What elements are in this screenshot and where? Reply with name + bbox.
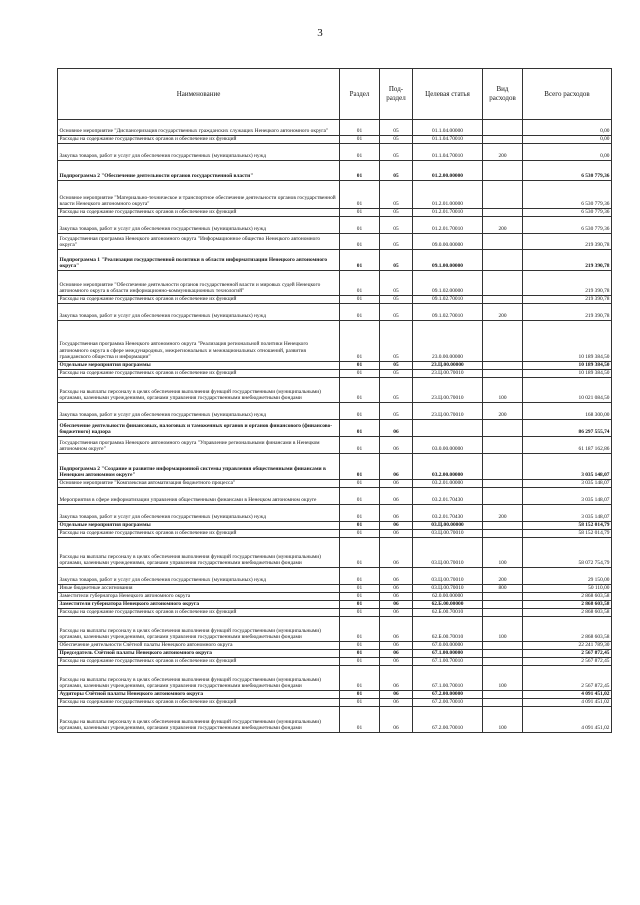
cell-expense-type — [483, 658, 523, 666]
cell-target-article: 23.Ц.00.70010 — [413, 378, 483, 403]
cell-expense-type: 200 — [483, 505, 523, 522]
cell-target-article: 09.0.00.00000 — [413, 234, 483, 250]
table-row — [58, 420, 612, 437]
cell-expense-type — [483, 593, 523, 601]
cell-total: 219 390,78 — [523, 304, 612, 321]
cell-target-article: 01.2.00.00000 — [413, 161, 483, 181]
cell-section: 01 — [340, 420, 380, 437]
table-row — [58, 437, 612, 454]
cell-total: 58 152 014,79 — [523, 522, 612, 530]
cell-section: 01 — [340, 699, 380, 707]
cell-target-article: 09.1.00.00000 — [413, 250, 483, 271]
cell-expense-type — [483, 136, 523, 144]
cell-total: 6 530 779,36 — [523, 181, 612, 209]
cell-target-article: 01.1.04.00000 — [413, 120, 483, 136]
cell-subsection: 06 — [380, 699, 413, 707]
cell-subsection: 05 — [380, 250, 413, 271]
cell-target-article: 09.1.02.70010 — [413, 296, 483, 304]
cell-subsection: 06 — [380, 658, 413, 666]
cell-total: 6 530 779,36 — [523, 217, 612, 234]
table-row — [58, 234, 612, 250]
cell-total: 219 390,78 — [523, 296, 612, 304]
cell-target-article: 62.Б.00.70010 — [413, 609, 483, 617]
cell-name: Обеспечение деятельности финансовых, налоговых и таможенных органов и органов финансового (финансово-бюджетного) надзора — [58, 420, 340, 437]
cell-target-article: 01.2.01.70010 — [413, 217, 483, 234]
cell-section: 01 — [340, 538, 380, 568]
cell-name: Заместители губернатора Ненецкого автономного округа — [58, 593, 340, 601]
cell-subsection: 05 — [380, 296, 413, 304]
cell-section: 01 — [340, 601, 380, 609]
cell-name: Обеспечение деятельности Счётной палаты Ненецкого автономного округа — [58, 642, 340, 650]
table-row — [58, 209, 612, 217]
cell-target-article: 09.1.02.00000 — [413, 271, 483, 296]
cell-total: 6 530 779,36 — [523, 209, 612, 217]
cell-name: Расходы на содержание государственных органов и обеспечение их функций — [58, 209, 340, 217]
cell-expense-type: 100 — [483, 378, 523, 403]
cell-name: Государственная программа Ненецкого автономного округа "Информационное общество Ненецкого автономного округа" — [58, 234, 340, 250]
cell-total: 2 868 603,58 — [523, 593, 612, 601]
cell-target-article: 03.Ц.00.70010 — [413, 530, 483, 538]
budget-table — [57, 68, 612, 733]
cell-total: 10 021 084,50 — [523, 378, 612, 403]
cell-name: Закупка товаров, работ и услуг для обеспечения государственных (муниципальных) нужд — [58, 568, 340, 585]
cell-expense-type: 200 — [483, 144, 523, 161]
cell-name: Расходы на выплаты персоналу в целях обеспечения выполнения функций государственными (муниципальными) органами, казенными учреждениями, органами управления государственными внебюджетными фондами — [58, 538, 340, 568]
cell-section: 01 — [340, 609, 380, 617]
cell-target-article: 03.Ц.00.70010 — [413, 568, 483, 585]
cell-section: 01 — [340, 161, 380, 181]
cell-target-article: 03.2.01.00000 — [413, 480, 483, 488]
cell-subsection: 06 — [380, 666, 413, 691]
cell-section: 01 — [340, 666, 380, 691]
cell-target-article: 67.1.00.00000 — [413, 650, 483, 658]
table-row — [58, 144, 612, 161]
cell-target-article: 03.Ц.00.70010 — [413, 585, 483, 593]
cell-expense-type — [483, 488, 523, 505]
cell-subsection: 05 — [380, 217, 413, 234]
cell-name: Председатель Счётной палаты Ненецкого автономного округа — [58, 650, 340, 658]
cell-section: 01 — [340, 642, 380, 650]
cell-expense-type — [483, 271, 523, 296]
table-row — [58, 296, 612, 304]
cell-subsection: 05 — [380, 378, 413, 403]
cell-subsection: 06 — [380, 617, 413, 642]
cell-section: 01 — [340, 530, 380, 538]
cell-expense-type — [483, 601, 523, 609]
cell-name: Подпрограмма 2 "Обеспечение деятельности органов государственной власти" — [58, 161, 340, 181]
cell-name: Основное мероприятие "Диспансеризация государственных гражданских служащих Ненецкого автономного округа" — [58, 120, 340, 136]
cell-total: 3 035 148,07 — [523, 505, 612, 522]
cell-expense-type — [483, 437, 523, 454]
table-row — [58, 585, 612, 593]
cell-target-article: 01.2.01.70010 — [413, 209, 483, 217]
table-row — [58, 593, 612, 601]
cell-total: 0,00 — [523, 136, 612, 144]
cell-subsection: 06 — [380, 454, 413, 480]
cell-name: Основное мероприятие "Материально-техническое и транспортное обеспечение деятельности органов государственной власти Ненецкого автономного округа" — [58, 181, 340, 209]
cell-section: 01 — [340, 120, 380, 136]
cell-section: 01 — [340, 691, 380, 699]
table-row — [58, 454, 612, 480]
cell-total: 2 868 603,58 — [523, 601, 612, 609]
cell-subsection: 06 — [380, 530, 413, 538]
table-row — [58, 530, 612, 538]
table-row — [58, 161, 612, 181]
cell-subsection: 05 — [380, 234, 413, 250]
cell-subsection: 05 — [380, 181, 413, 209]
cell-subsection: 06 — [380, 505, 413, 522]
cell-name: Расходы на содержание государственных органов и обеспечение их функций — [58, 296, 340, 304]
cell-section: 01 — [340, 454, 380, 480]
cell-total: 2 567 872,45 — [523, 658, 612, 666]
cell-expense-type — [483, 234, 523, 250]
cell-expense-type: 200 — [483, 568, 523, 585]
column-header-section: Раздел — [340, 69, 380, 120]
cell-subsection: 06 — [380, 538, 413, 568]
cell-target-article: 09.1.02.70010 — [413, 304, 483, 321]
cell-name: Отдельные мероприятия программы — [58, 362, 340, 370]
cell-section: 01 — [340, 593, 380, 601]
table-row — [58, 378, 612, 403]
cell-section: 01 — [340, 707, 380, 733]
cell-expense-type — [483, 120, 523, 136]
cell-subsection: 06 — [380, 609, 413, 617]
cell-target-article: 67.2.00.70010 — [413, 707, 483, 733]
cell-expense-type: 100 — [483, 617, 523, 642]
cell-section: 01 — [340, 234, 380, 250]
table-row — [58, 217, 612, 234]
cell-expense-type — [483, 161, 523, 181]
cell-name: Основное мероприятие "Комплексная автоматизация бюджетного процесса" — [58, 480, 340, 488]
column-header-total: Всего расходов — [523, 69, 612, 120]
cell-section: 01 — [340, 403, 380, 420]
cell-target-article: 01.1.04.70010 — [413, 144, 483, 161]
cell-total: 2 868 603,58 — [523, 617, 612, 642]
cell-target-article: 03.0.00.00000 — [413, 437, 483, 454]
cell-section: 01 — [340, 522, 380, 530]
table-header-row — [58, 69, 612, 120]
cell-expense-type — [483, 181, 523, 209]
cell-target-article — [413, 420, 483, 437]
cell-name: Расходы на содержание государственных органов и обеспечение их функций — [58, 136, 340, 144]
table-row — [58, 480, 612, 488]
table-row — [58, 488, 612, 505]
column-header-subsection: Под- раздел — [380, 69, 413, 120]
cell-expense-type: 100 — [483, 707, 523, 733]
cell-subsection: 05 — [380, 403, 413, 420]
cell-section: 01 — [340, 209, 380, 217]
cell-name: Государственная программа Ненецкого автономного округа "Реализация региональной политики Ненецкого автономного округа в сфере международных, межрегиональных и межнациональных отношений, развития гражданского общества и информации" — [58, 321, 340, 362]
cell-section: 01 — [340, 304, 380, 321]
cell-subsection: 06 — [380, 420, 413, 437]
cell-subsection: 05 — [380, 120, 413, 136]
cell-subsection: 06 — [380, 650, 413, 658]
cell-section: 01 — [340, 658, 380, 666]
cell-expense-type — [483, 296, 523, 304]
cell-subsection: 05 — [380, 321, 413, 362]
cell-total: 2 868 603,58 — [523, 609, 612, 617]
table-row — [58, 691, 612, 699]
cell-expense-type — [483, 250, 523, 271]
cell-total: 3 035 148,07 — [523, 488, 612, 505]
cell-target-article: 67.2.00.70010 — [413, 699, 483, 707]
cell-expense-type — [483, 480, 523, 488]
cell-total: 3 035 148,07 — [523, 480, 612, 488]
cell-subsection: 06 — [380, 488, 413, 505]
cell-total: 58 152 014,79 — [523, 530, 612, 538]
cell-target-article: 03.Ц.00.70010 — [413, 538, 483, 568]
cell-name: Отдельные мероприятия программы — [58, 522, 340, 530]
table-row — [58, 522, 612, 530]
cell-name: Расходы на выплаты персоналу в целях обеспечения выполнения функций государственными (муниципальными) органами, казенными учреждениями, органами управления государственными внебюджетными фондами — [58, 617, 340, 642]
table-row — [58, 271, 612, 296]
cell-subsection: 06 — [380, 522, 413, 530]
table-row — [58, 505, 612, 522]
cell-name: Иные бюджетные ассигнования — [58, 585, 340, 593]
cell-name: Государственная программа Ненецкого автономного округа "Управление региональными финансами в Ненецком автономном округе" — [58, 437, 340, 454]
table-row — [58, 666, 612, 691]
table-row — [58, 304, 612, 321]
cell-section: 01 — [340, 370, 380, 378]
cell-expense-type — [483, 691, 523, 699]
cell-expense-type — [483, 209, 523, 217]
cell-section: 01 — [340, 480, 380, 488]
cell-target-article: 23.Ц.00.70010 — [413, 403, 483, 420]
cell-subsection: 06 — [380, 593, 413, 601]
cell-target-article: 62.Б.00.00000 — [413, 601, 483, 609]
cell-total: 219 390,78 — [523, 271, 612, 296]
cell-target-article: 62.0.00.00000 — [413, 593, 483, 601]
cell-subsection: 06 — [380, 568, 413, 585]
column-header-name: Наименование — [58, 69, 340, 120]
cell-expense-type — [483, 454, 523, 480]
table-row — [58, 650, 612, 658]
cell-total: 58 072 754,79 — [523, 538, 612, 568]
cell-name: Расходы на содержание государственных органов и обеспечение их функций — [58, 658, 340, 666]
cell-total: 6 530 779,36 — [523, 161, 612, 181]
cell-total: 3 035 148,07 — [523, 454, 612, 480]
page-number: 3 — [317, 27, 323, 39]
cell-section: 01 — [340, 181, 380, 209]
cell-expense-type: 200 — [483, 403, 523, 420]
cell-section: 01 — [340, 362, 380, 370]
cell-expense-type — [483, 370, 523, 378]
cell-target-article: 23.Ц.00.00000 — [413, 362, 483, 370]
cell-name: Аудиторы Счётной палаты Ненецкого автономного округа — [58, 691, 340, 699]
cell-target-article: 03.2.00.00000 — [413, 454, 483, 480]
cell-name: Закупка товаров, работ и услуг для обеспечения государственных (муниципальных) нужд — [58, 144, 340, 161]
cell-target-article: 03.2.01.70430 — [413, 488, 483, 505]
table-row — [58, 250, 612, 271]
cell-section: 01 — [340, 617, 380, 642]
cell-subsection: 05 — [380, 370, 413, 378]
cell-total: 86 297 555,74 — [523, 420, 612, 437]
cell-name: Подпрограмма 2 "Создание и развитие информационной системы управления общественными финансами в Ненецком автономном округе" — [58, 454, 340, 480]
cell-total: 4 091 451,02 — [523, 691, 612, 699]
cell-subsection: 06 — [380, 707, 413, 733]
cell-subsection: 05 — [380, 304, 413, 321]
cell-section: 01 — [340, 437, 380, 454]
column-header-target-article: Целевая статья — [413, 69, 483, 120]
table-row — [58, 707, 612, 733]
table-row — [58, 403, 612, 420]
cell-subsection: 06 — [380, 437, 413, 454]
cell-section: 01 — [340, 505, 380, 522]
cell-expense-type — [483, 650, 523, 658]
cell-section: 01 — [340, 217, 380, 234]
cell-subsection: 05 — [380, 144, 413, 161]
cell-section: 01 — [340, 585, 380, 593]
cell-total: 2 567 872,45 — [523, 666, 612, 691]
table-row — [58, 538, 612, 568]
cell-target-article: 67.1.00.70010 — [413, 666, 483, 691]
cell-name: Расходы на содержание государственных органов и обеспечение их функций — [58, 370, 340, 378]
cell-subsection: 06 — [380, 601, 413, 609]
cell-expense-type: 200 — [483, 304, 523, 321]
cell-total: 22 241 789,30 — [523, 642, 612, 650]
cell-section: 01 — [340, 144, 380, 161]
cell-target-article: 62.Б.00.70010 — [413, 617, 483, 642]
cell-name: Закупка товаров, работ и услуг для обеспечения государственных (муниципальных) нужд — [58, 304, 340, 321]
cell-expense-type — [483, 699, 523, 707]
cell-target-article: 03.2.01.70430 — [413, 505, 483, 522]
cell-name: Закупка товаров, работ и услуг для обеспечения государственных (муниципальных) нужд — [58, 217, 340, 234]
cell-name: Расходы на содержание государственных органов и обеспечение их функций — [58, 609, 340, 617]
cell-expense-type: 100 — [483, 538, 523, 568]
table-row — [58, 601, 612, 609]
cell-expense-type — [483, 522, 523, 530]
cell-expense-type — [483, 321, 523, 362]
cell-name: Расходы на выплаты персоналу в целях обеспечения выполнения функций государственными (муниципальными) органами, казенными учреждениями, органами управления государственными внебюджетными фондами — [58, 666, 340, 691]
cell-subsection: 05 — [380, 136, 413, 144]
cell-target-article: 03.Ц.00.00000 — [413, 522, 483, 530]
cell-section: 01 — [340, 136, 380, 144]
cell-expense-type: 100 — [483, 666, 523, 691]
cell-subsection: 06 — [380, 585, 413, 593]
cell-expense-type — [483, 530, 523, 538]
cell-target-article: 23.Ц.00.70010 — [413, 370, 483, 378]
cell-total: 29 150,00 — [523, 568, 612, 585]
cell-total: 50 110,00 — [523, 585, 612, 593]
cell-target-article: 67.0.00.00000 — [413, 642, 483, 650]
cell-name: Расходы на содержание государственных органов и обеспечение их функций — [58, 699, 340, 707]
cell-total: 2 567 872,45 — [523, 650, 612, 658]
cell-target-article: 01.1.04.70010 — [413, 136, 483, 144]
table-row — [58, 120, 612, 136]
table-row — [58, 370, 612, 378]
cell-expense-type — [483, 609, 523, 617]
cell-total: 10 189 384,50 — [523, 370, 612, 378]
cell-name: Закупка товаров, работ и услуг для обеспечения государственных (муниципальных) нужд — [58, 403, 340, 420]
table-row — [58, 609, 612, 617]
table-row — [58, 699, 612, 707]
cell-total: 219 390,78 — [523, 234, 612, 250]
table-row — [58, 642, 612, 650]
cell-target-article: 67.1.00.70010 — [413, 658, 483, 666]
cell-section: 01 — [340, 488, 380, 505]
table-row — [58, 136, 612, 144]
cell-total: 61 187 162,86 — [523, 437, 612, 454]
table-row — [58, 617, 612, 642]
table-row — [58, 658, 612, 666]
cell-total: 10 189 384,50 — [523, 362, 612, 370]
cell-name: Подпрограмма 1 "Реализация государственной политики в области информатизации Ненецкого автономного округа" — [58, 250, 340, 271]
cell-name: Мероприятия в сфере информатизации управления общественными финансами в Ненецком автономном округе — [58, 488, 340, 505]
cell-subsection: 05 — [380, 362, 413, 370]
cell-total: 0,00 — [523, 120, 612, 136]
cell-section: 01 — [340, 321, 380, 362]
cell-name: Расходы на содержание государственных органов и обеспечение их функций — [58, 530, 340, 538]
cell-target-article: 67.2.00.00000 — [413, 691, 483, 699]
cell-expense-type: 800 — [483, 585, 523, 593]
cell-section: 01 — [340, 271, 380, 296]
cell-section: 01 — [340, 568, 380, 585]
column-header-expense-type: Вид расходов — [483, 69, 523, 120]
cell-target-article: 01.2.01.00000 — [413, 181, 483, 209]
cell-target-article: 23.0.00.00000 — [413, 321, 483, 362]
cell-section: 01 — [340, 296, 380, 304]
cell-subsection: 05 — [380, 161, 413, 181]
cell-total: 4 091 451,02 — [523, 707, 612, 733]
cell-total: 0,00 — [523, 144, 612, 161]
table-row — [58, 362, 612, 370]
cell-expense-type — [483, 420, 523, 437]
cell-name: Расходы на выплаты персоналу в целях обеспечения выполнения функций государственными (муниципальными) органами, казенными учреждениями, органами управления государственными внебюджетными фондами — [58, 707, 340, 733]
cell-total: 219 390,78 — [523, 250, 612, 271]
cell-subsection: 05 — [380, 271, 413, 296]
cell-expense-type: 200 — [483, 217, 523, 234]
table-row — [58, 568, 612, 585]
cell-subsection: 06 — [380, 691, 413, 699]
cell-subsection: 06 — [380, 642, 413, 650]
cell-section: 01 — [340, 250, 380, 271]
table-body — [58, 120, 612, 733]
cell-expense-type — [483, 642, 523, 650]
cell-total: 10 189 384,50 — [523, 321, 612, 362]
table-row — [58, 321, 612, 362]
cell-name: Закупка товаров, работ и услуг для обеспечения государственных (муниципальных) нужд — [58, 505, 340, 522]
cell-subsection: 05 — [380, 209, 413, 217]
table-row — [58, 181, 612, 209]
cell-expense-type — [483, 362, 523, 370]
cell-total: 4 091 451,02 — [523, 699, 612, 707]
cell-name: Основное мероприятие "Обеспечение деятельности органов государственной власти и мировых судей Ненецкого автономного округа в области информационно-коммуникационных технологий" — [58, 271, 340, 296]
cell-name: Расходы на выплаты персоналу в целях обеспечения выполнения функций государственными (муниципальными) органами, казенными учреждениями, органами управления государственными внебюджетными фондами — [58, 378, 340, 403]
cell-total: 168 300,00 — [523, 403, 612, 420]
cell-section: 01 — [340, 650, 380, 658]
cell-subsection: 06 — [380, 480, 413, 488]
cell-name: Заместители губернатора Ненецкого автономного округа — [58, 601, 340, 609]
cell-section: 01 — [340, 378, 380, 403]
